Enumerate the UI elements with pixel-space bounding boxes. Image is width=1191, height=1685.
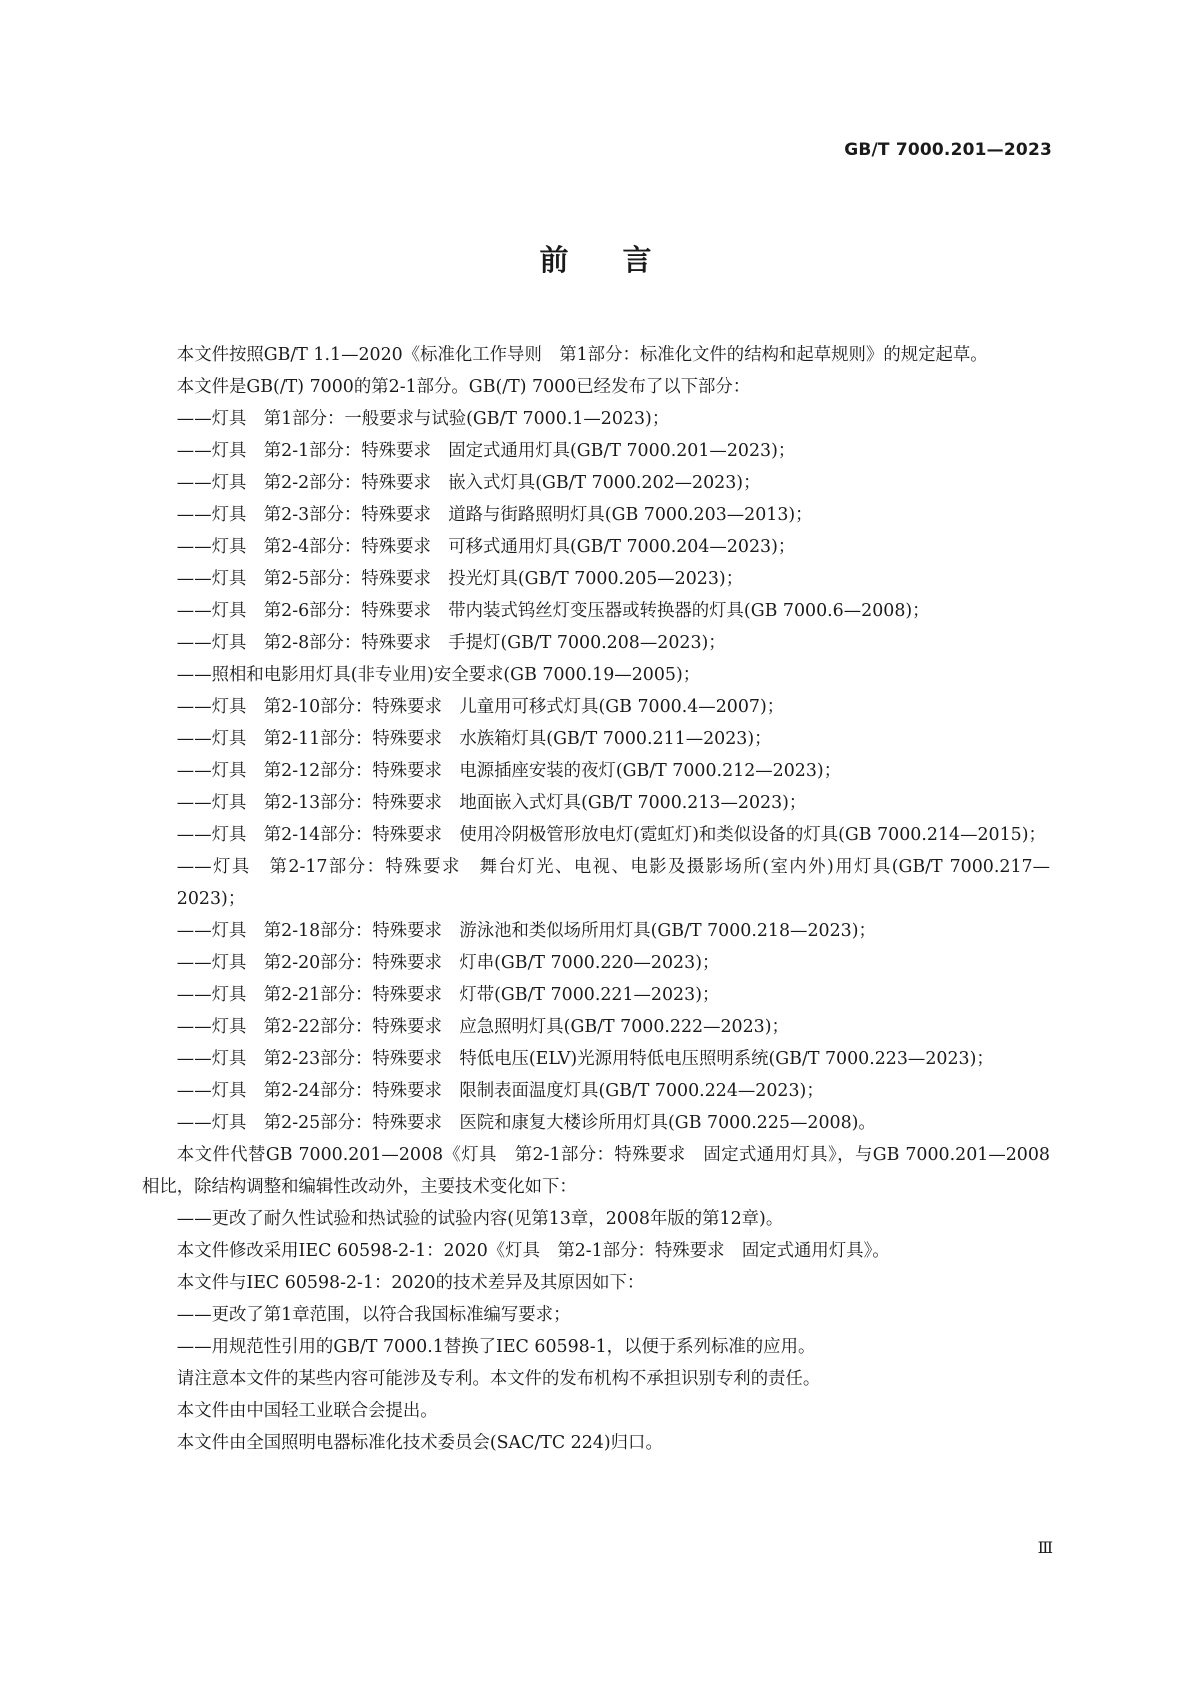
list-item: ——灯具 第2-17部分：特殊要求 舞台灯光、电视、电影及摄影场所(室内外)用灯具(GB/T 7000.217—2023)； <box>176 857 1050 909</box>
paragraph-responsible-committee: 本文件由全国照明电器标准化技术委员会(SAC/TC 224)归口。 <box>176 1433 663 1453</box>
list-item: ——更改了第1章范围，以符合我国标准编写要求； <box>176 1305 571 1325</box>
paragraph-proposer: 本文件由中国轻工业联合会提出。 <box>176 1401 438 1421</box>
list-item: ——灯具 第2-4部分：特殊要求 可移式通用灯具(GB/T 7000.204—2023)； <box>176 537 796 557</box>
standard-code-header: GB/T 7000.201—2023 <box>844 140 1052 160</box>
paragraph-replacement: 本文件代替GB 7000.201—2008《灯具 第2-1部分：特殊要求 固定式通用灯具》，与GB 7000.201—2008相比，除结构调整和编辑性改动外，主要技术变化如下： <box>142 1145 1050 1197</box>
paragraph-differences-intro: 本文件与IEC 60598-2-1：2020的技术差异及其原因如下： <box>176 1273 645 1293</box>
list-item: ——灯具 第2-18部分：特殊要求 游泳池和类似场所用灯具(GB/T 7000.218—2023)； <box>176 921 876 941</box>
list-item: ——灯具 第2-5部分：特殊要求 投光灯具(GB/T 7000.205—2023)； <box>176 569 744 589</box>
list-item: ——灯具 第2-3部分：特殊要求 道路与街路照明灯具(GB 7000.203—2013)； <box>176 505 813 525</box>
paragraph-adoption: 本文件修改采用IEC 60598-2-1：2020《灯具 第2-1部分：特殊要求 固定式通用灯具》。 <box>176 1241 890 1261</box>
list-item: ——灯具 第2-14部分：特殊要求 使用冷阴极管形放电灯(霓虹灯)和类似设备的灯具(GB 7000.214—2015)； <box>176 825 1046 845</box>
list-item: ——灯具 第2-2部分：特殊要求 嵌入式灯具(GB/T 7000.202—2023)； <box>176 473 761 493</box>
list-item: ——灯具 第2-25部分：特殊要求 医院和康复大楼诊所用灯具(GB 7000.225—2008)。 <box>176 1113 876 1133</box>
paragraph-drafting-basis: 本文件按照GB/T 1.1—2020《标准化工作导则 第1部分：标准化文件的结构和起草规则》的规定起草。 <box>176 345 988 365</box>
list-item: ——灯具 第2-24部分：特殊要求 限制表面温度灯具(GB/T 7000.224—2023)； <box>176 1081 824 1101</box>
list-item: ——更改了耐久性试验和热试验的试验内容(见第13章，2008年版的第12章)。 <box>176 1209 784 1229</box>
list-item: ——灯具 第2-6部分：特殊要求 带内装式钨丝灯变压器或转换器的灯具(GB 7000.6—2008)； <box>176 601 930 621</box>
list-item: ——灯具 第2-23部分：特殊要求 特低电压(ELV)光源用特低电压照明系统(GB/T 7000.223—2023)； <box>176 1049 994 1069</box>
parts-list <box>142 403 1050 1139</box>
page-title: 前言 <box>539 243 706 277</box>
list-item: ——灯具 第2-20部分：特殊要求 灯串(GB/T 7000.220—2023)； <box>176 953 720 973</box>
list-item: ——灯具 第2-8部分：特殊要求 手提灯(GB/T 7000.208—2023)； <box>176 633 726 653</box>
page-number: Ⅲ <box>1037 1538 1053 1557</box>
list-item: ——用规范性引用的GB/T 7000.1替换了IEC 60598-1，以便于系列标准的应用。 <box>176 1337 816 1357</box>
list-item: ——灯具 第1部分：一般要求与试验(GB/T 7000.1—2023)； <box>176 409 670 429</box>
paragraph-patent-notice: 请注意本文件的某些内容可能涉及专利。本文件的发布机构不承担识别专利的责任。 <box>176 1369 821 1389</box>
list-item: ——灯具 第2-1部分：特殊要求 固定式通用灯具(GB/T 7000.201—2023)； <box>176 441 796 461</box>
list-item: ——灯具 第2-11部分：特殊要求 水族箱灯具(GB/T 7000.211—2023)； <box>176 729 772 749</box>
list-item: ——灯具 第2-13部分：特殊要求 地面嵌入式灯具(GB/T 7000.213—2023)； <box>176 793 807 813</box>
paragraph-series-intro: 本文件是GB(/T) 7000的第2-1部分。GB(/T) 7000已经发布了以下部分： <box>176 377 751 397</box>
list-item: ——灯具 第2-10部分：特殊要求 儿童用可移式灯具(GB 7000.4—2007)； <box>176 697 785 717</box>
list-item: ——照相和电影用灯具(非专业用)安全要求(GB 7000.19—2005)； <box>176 665 701 685</box>
list-item: ——灯具 第2-21部分：特殊要求 灯带(GB/T 7000.221—2023)； <box>176 985 720 1005</box>
document-body <box>142 339 1050 1459</box>
list-item: ——灯具 第2-22部分：特殊要求 应急照明灯具(GB/T 7000.222—2023)； <box>176 1017 789 1037</box>
list-item: ——灯具 第2-12部分：特殊要求 电源插座安装的夜灯(GB/T 7000.212—2023)； <box>176 761 842 781</box>
